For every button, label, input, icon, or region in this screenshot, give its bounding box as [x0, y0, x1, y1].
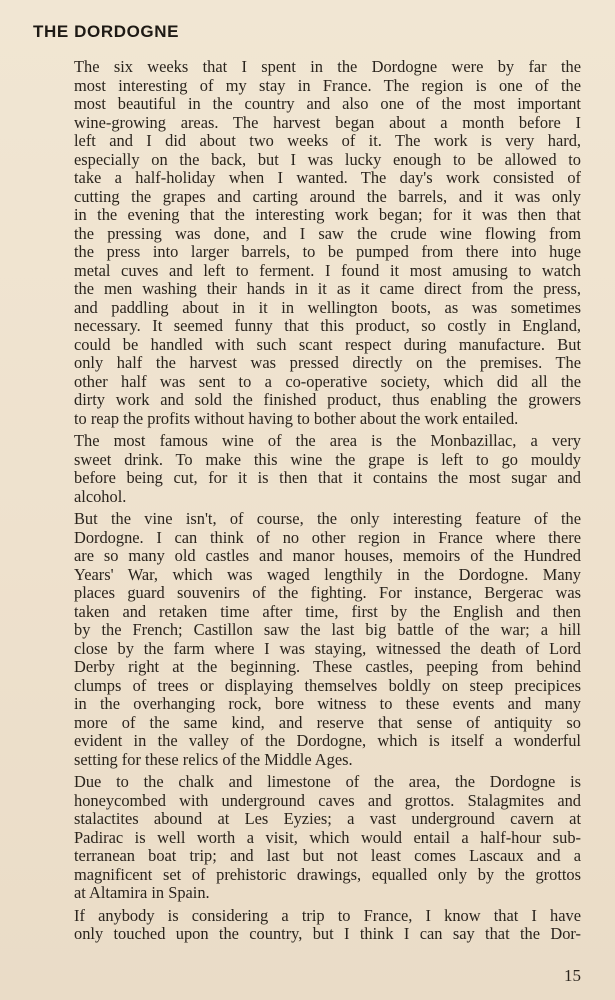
text-line: magnificent set of prehistoric drawings, equalled only by the grottos [74, 865, 581, 884]
text-line: Derby right at the beginning. These castles, peeping from behind [74, 658, 581, 676]
text-line: The six weeks that I spent in the Dordogne were by far the [74, 58, 581, 76]
text-line: Years' War, which was waged lengthily in the Dordogne. Many [74, 565, 581, 584]
article-body [33, 58, 581, 948]
text-line: most interesting of my stay in France. The region is one of the [74, 76, 581, 95]
text-line: wine-growing areas. The harvest began about a month before I [74, 113, 581, 132]
text-line: only touched upon the country, but I think I can say that the Dor- [74, 925, 581, 943]
text-line: Dordogne. I can think of no other region in France where there [74, 528, 581, 547]
text-line: cutting the grapes and carting around the barrels, and it was only [74, 187, 581, 206]
text-line: in the evening that the interesting work began; for it was then that [74, 206, 581, 224]
text-line: and paddling about in it in wellington boots, as was sometimes [74, 298, 581, 317]
text-line: by the French; Castillon saw the last big battle of the war; a hill [74, 621, 581, 639]
paragraph [33, 773, 581, 903]
text-line: close by the farm where I was staying, witnessed the death of Lord [74, 639, 581, 658]
text-line: dirty work and sold the finished product, thus enabling the growers [74, 391, 581, 409]
text-line: other half was sent to a co-operative society, which did all the [74, 372, 581, 391]
text-line: to reap the profits without having to bother about the work entailed. [74, 409, 519, 428]
text-line: sweet drink. To make this wine the grape is left to go mouldy [74, 450, 581, 469]
paragraph [33, 58, 581, 428]
text-line: in the overhanging rock, bore witness to these events and many [74, 695, 581, 713]
text-line: only half the harvest was pressed directly on the premises. The [74, 354, 581, 372]
text-line: more of the same kind, and reserve that sense of antiquity so [74, 713, 581, 732]
text-line: could be handled with such scant respect during manufacture. But [74, 335, 581, 354]
text-line: Due to the chalk and limestone of the area, the Dordogne is [74, 773, 581, 791]
text-line: take a half-holiday when I wanted. The day's work consisted of [74, 169, 581, 187]
text-line: places guard souvenirs of the fighting. For instance, Bergerac was [74, 584, 581, 602]
text-line: The most famous wine of the area is the Monbazillac, a very [74, 432, 581, 450]
text-line: taken and retaken time after time, first by the English and then [74, 602, 581, 621]
text-line: the press into larger barrels, to be pumped from there into huge [74, 243, 581, 261]
text-line: setting for these relics of the Middle Ages. [74, 750, 353, 769]
paragraph [33, 907, 581, 944]
page-number: 15 [564, 966, 581, 985]
text-line: terranean boat trip; and last but not least comes Lascaux and a [74, 847, 581, 865]
text-line: most beautiful in the country and also one of the most important [74, 95, 581, 113]
text-line: stalactites abound at Les Eyzies; a vast underground cavern at [74, 810, 581, 828]
text-line: especially on the back, but I was lucky enough to be allowed to [74, 150, 581, 169]
text-line: honeycombed with underground caves and grottos. Stalagmites and [74, 791, 581, 810]
paragraph [33, 510, 581, 769]
text-line: evident in the valley of the Dordogne, which is itself a wonderful [74, 732, 581, 750]
text-line: clumps of trees or displaying themselves boldly on steep precipices [74, 676, 581, 695]
paragraph [33, 432, 581, 506]
text-line: are so many old castles and manor houses, memoirs of the Hundred [74, 547, 581, 565]
text-line: But the vine isn't, of course, the only interesting feature of the [74, 510, 581, 528]
text-line: the pressing was done, and I saw the crude wine flowing from [74, 224, 581, 243]
text-line: necessary. It seemed funny that this product, so costly in England, [74, 317, 581, 335]
text-line: at Altamira in Spain. [74, 884, 210, 902]
text-line: left and I did about two weeks of it. The work is very hard, [74, 132, 581, 150]
text-line: metal cuves and left to ferment. I found it most amusing to watch [74, 261, 581, 280]
text-line: before being cut, for it is then that it contains the most sugar and [74, 469, 581, 487]
text-line: alcohol. [74, 487, 127, 506]
page-title: THE DORDOGNE [33, 22, 180, 41]
text-line: Padirac is well worth a visit, which would entail a half-hour sub- [74, 828, 581, 847]
text-line: the men washing their hands in it as it came direct from the press, [74, 280, 581, 298]
text-line: If anybody is considering a trip to France, I know that I have [74, 906, 581, 925]
